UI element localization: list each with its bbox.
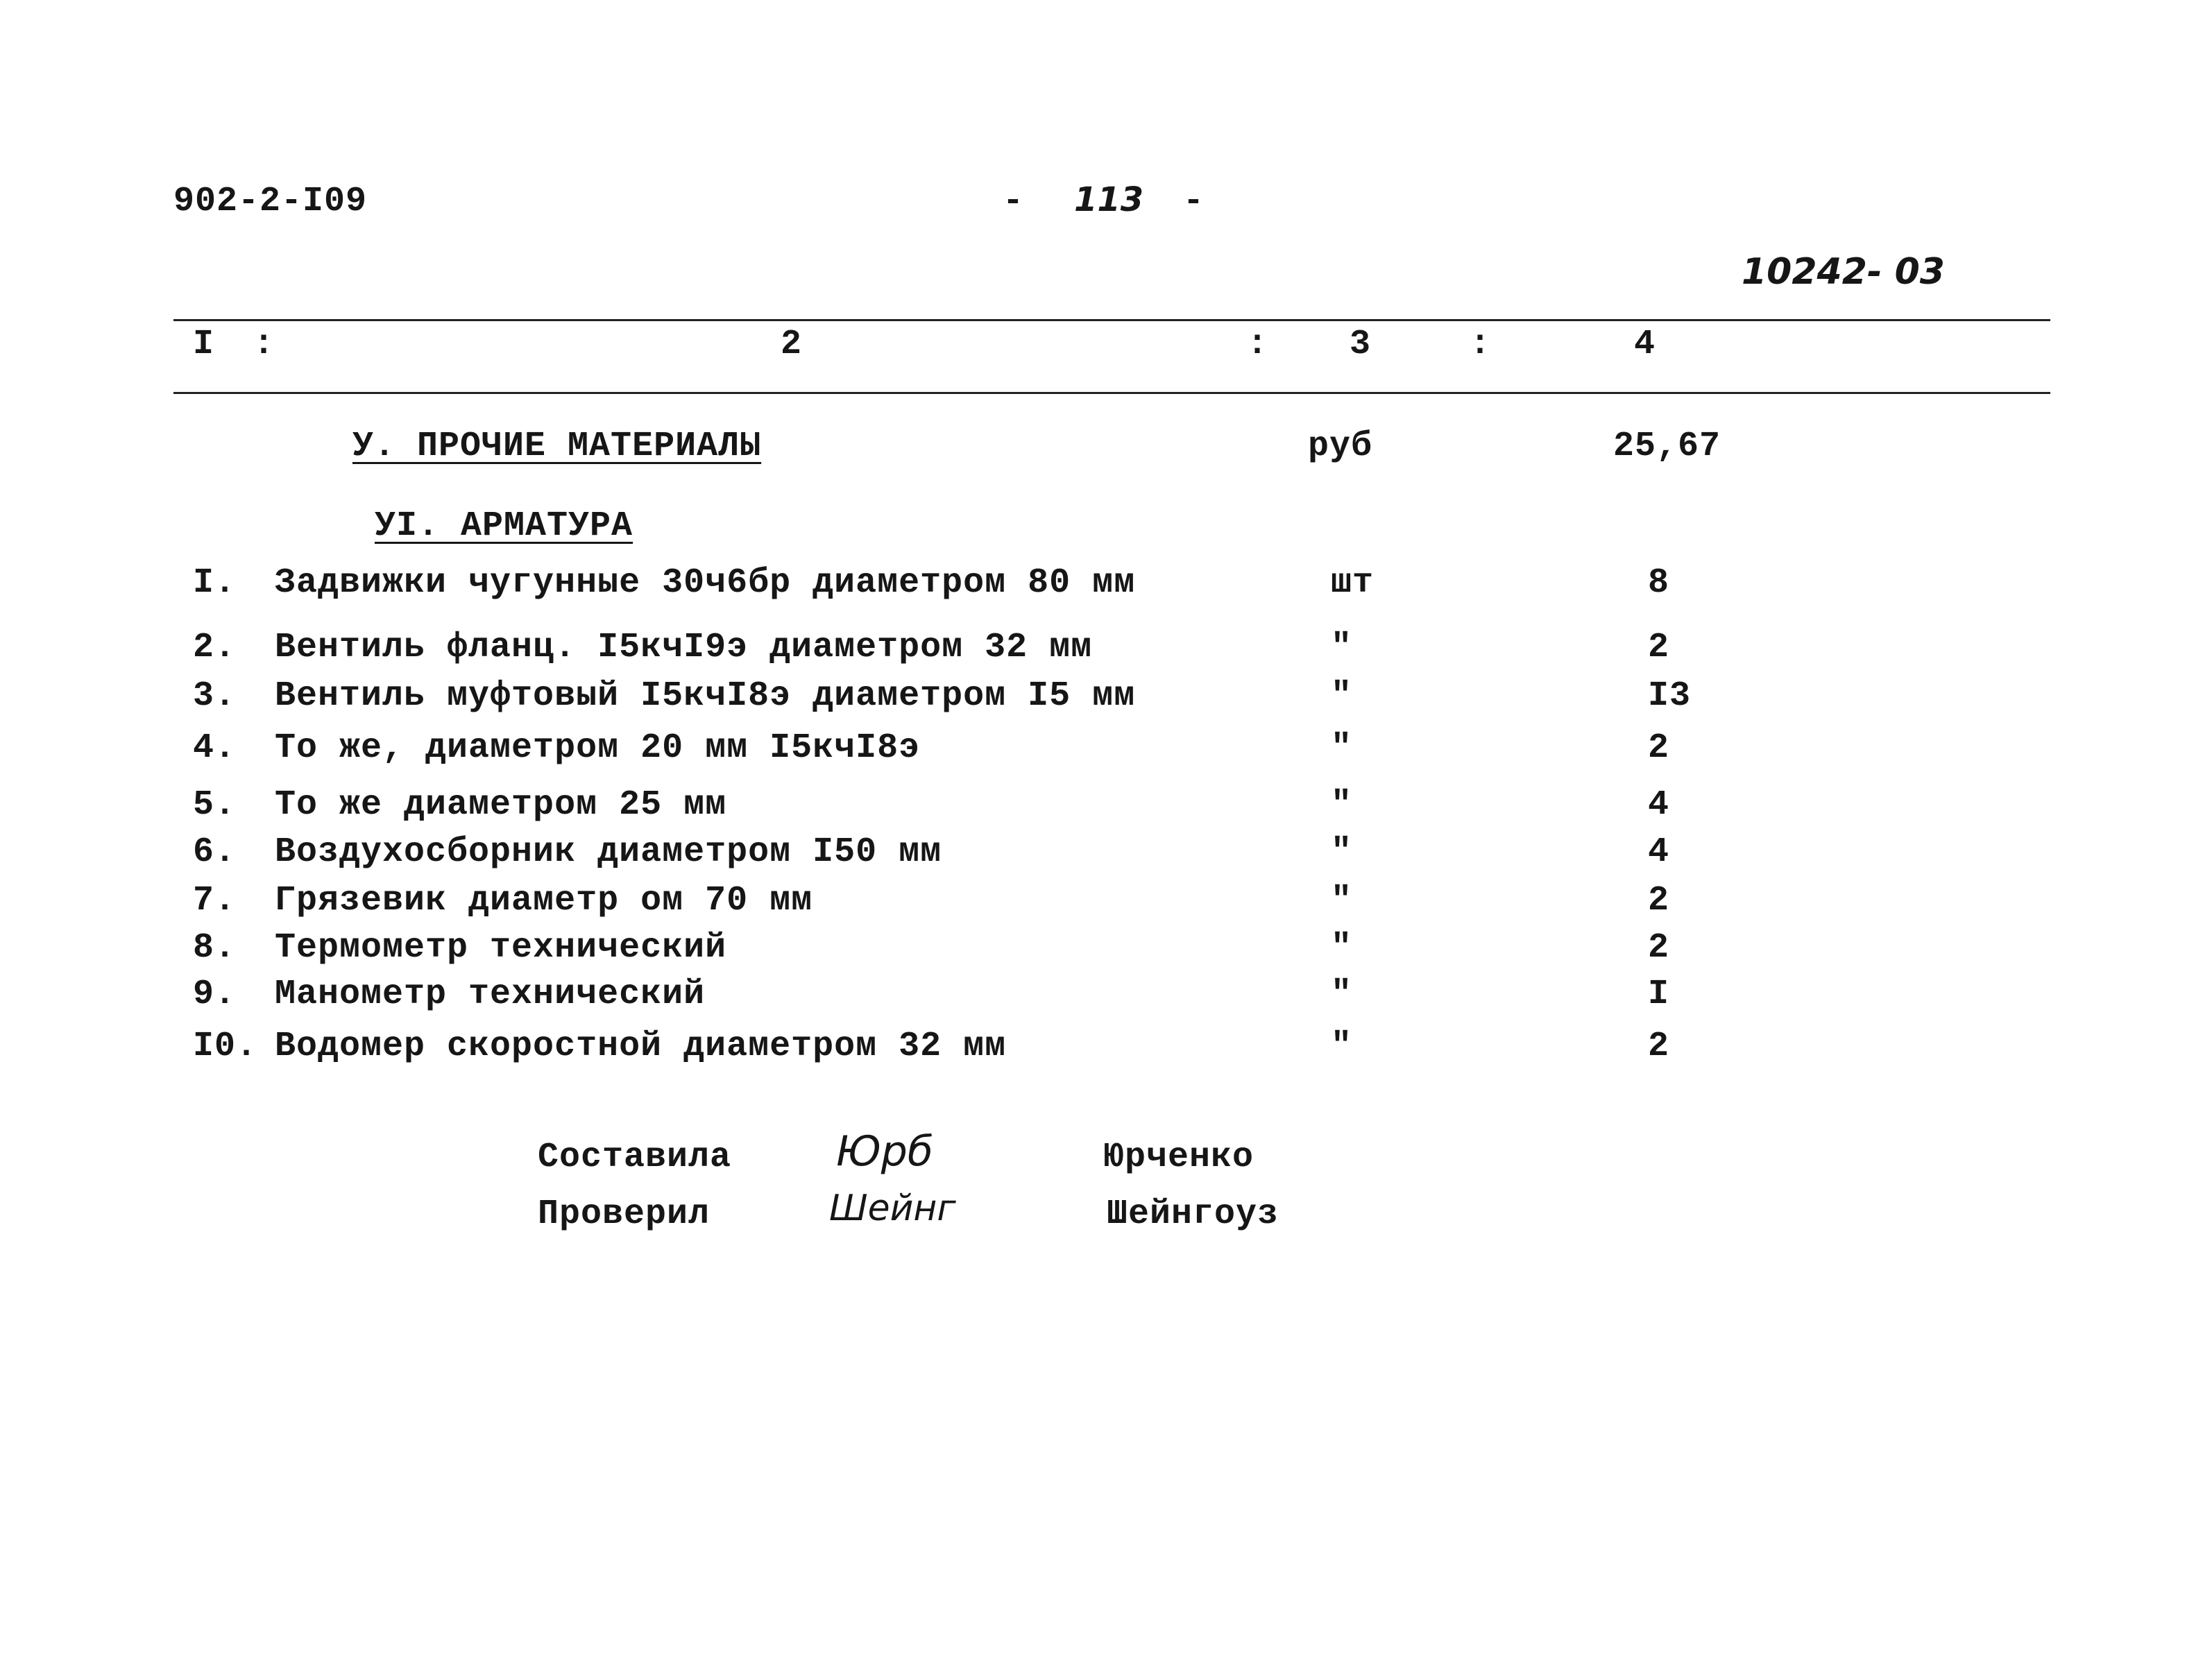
section-title-other-materials: У. ПРОЧИЕ МАТЕРИАЛЫ xyxy=(352,427,762,466)
table-header-rule xyxy=(173,392,2050,394)
item-unit: " xyxy=(1331,928,1353,968)
item-number: 8. xyxy=(193,928,237,968)
item-description: Грязевик диаметр ом 70 мм xyxy=(275,881,813,921)
checked-by-name: Шейнгоуз xyxy=(1107,1195,1279,1234)
column-separator: : xyxy=(253,325,275,364)
column-separator: : xyxy=(1247,325,1269,364)
item-quantity: 2 xyxy=(1648,728,1670,768)
column-header-2: 2 xyxy=(781,325,803,364)
item-number: 3. xyxy=(193,676,237,716)
compiled-signature: Юрб xyxy=(836,1127,933,1176)
item-number: 5. xyxy=(193,785,237,825)
item-unit: " xyxy=(1331,785,1353,825)
compiled-by-label: Составила xyxy=(538,1138,732,1177)
item-quantity: 8 xyxy=(1648,563,1670,603)
section-title-fittings: УI. АРМАТУРА xyxy=(375,506,633,546)
item-description: Манометр технический xyxy=(275,975,706,1014)
page-dash-right: - xyxy=(1183,182,1205,221)
checked-by-label: Проверил xyxy=(538,1195,711,1234)
page-number: 113 xyxy=(1074,180,1144,219)
item-unit: " xyxy=(1331,628,1353,667)
page-dash-left: - xyxy=(1003,182,1025,221)
item-number: I. xyxy=(193,563,237,603)
item-number: I0. xyxy=(193,1027,258,1066)
item-number: 9. xyxy=(193,975,237,1014)
item-unit: " xyxy=(1331,975,1353,1014)
column-header-4: 4 xyxy=(1634,325,1656,364)
document-code: 902-2-I09 xyxy=(173,182,368,221)
item-quantity: 2 xyxy=(1648,1027,1670,1066)
item-quantity: 2 xyxy=(1648,928,1670,968)
column-header-3: 3 xyxy=(1350,325,1372,364)
item-unit: " xyxy=(1331,728,1353,768)
column-header-1: I xyxy=(193,325,215,364)
section-value: 25,67 xyxy=(1613,427,1721,466)
item-description: Вентиль фланц. I5кчI9э диаметром 32 мм xyxy=(275,628,1093,667)
item-number: 7. xyxy=(193,881,237,921)
item-number: 2. xyxy=(193,628,237,667)
column-separator: : xyxy=(1470,325,1492,364)
item-description: Водомер скоростной диаметром 32 мм xyxy=(275,1027,1007,1066)
item-quantity: 4 xyxy=(1648,785,1670,825)
item-quantity: 2 xyxy=(1648,628,1670,667)
item-description: То же диаметром 25 мм xyxy=(275,785,727,825)
item-quantity: I xyxy=(1648,975,1670,1014)
item-number: 6. xyxy=(193,832,237,872)
item-unit: " xyxy=(1331,881,1353,921)
inventory-code: 10242- 03 xyxy=(1742,251,1945,293)
item-unit: шт xyxy=(1331,563,1375,603)
item-description: Задвижки чугунные 30ч6бр диаметром 80 мм xyxy=(275,563,1136,603)
item-number: 4. xyxy=(193,728,237,768)
item-quantity: I3 xyxy=(1648,676,1692,716)
compiled-by-name: Юрченко xyxy=(1103,1138,1254,1177)
item-description: Термометр технический xyxy=(275,928,727,968)
item-quantity: 4 xyxy=(1648,832,1670,872)
checked-signature: Шейнг xyxy=(829,1188,956,1229)
table-top-rule xyxy=(173,319,2050,321)
item-quantity: 2 xyxy=(1648,881,1670,921)
item-unit: " xyxy=(1331,1027,1353,1066)
item-description: То же, диаметром 20 мм I5кчI8э xyxy=(275,728,921,768)
item-description: Вентиль муфтовый I5кчI8э диаметром I5 мм xyxy=(275,676,1136,716)
item-description: Воздухосборник диаметром I50 мм xyxy=(275,832,942,872)
item-unit: " xyxy=(1331,832,1353,872)
item-unit: " xyxy=(1331,676,1353,716)
section-unit: руб xyxy=(1308,427,1373,466)
